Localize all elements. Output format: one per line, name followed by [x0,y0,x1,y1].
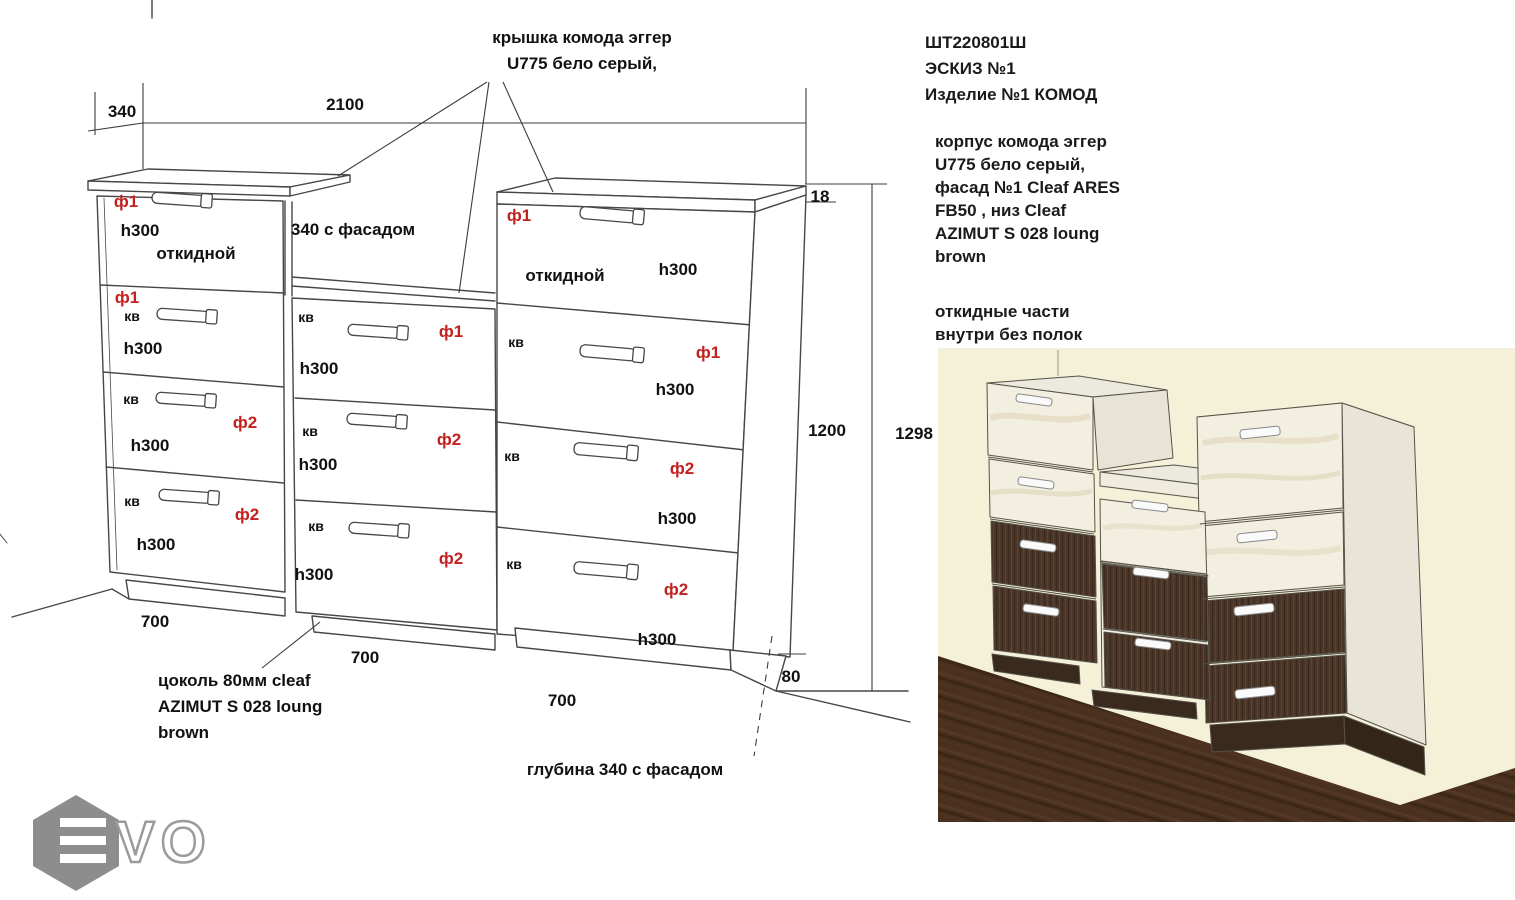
label-phi: ф2 [663,580,689,599]
materials-line: фасад №1 Cleaf ARES [935,178,1120,197]
cabinet-3d-render [938,348,1515,822]
plinth-annotation-line2: AZIMUT S 028 loung [158,697,323,716]
item-name: Изделие №1 КОМОД [925,85,1098,104]
dim-total-width: 2100 [326,95,364,114]
label-flap: откидной [156,244,236,263]
materials-line: brown [935,247,986,266]
label-kv: кв [124,308,140,324]
logo-bar [60,854,106,863]
label-h300: h300 [298,455,338,474]
plinth-annotation-line1: цоколь 80мм cleaf [158,671,311,690]
label-h300: h300 [637,630,677,649]
logo-bar [60,836,106,845]
label-phi: ф1 [114,288,140,307]
label-kv: кв [302,423,318,439]
label-h300: h300 [123,339,163,358]
label-flap: откидной [525,266,605,285]
materials-note [935,130,1120,268]
top-annotation-line2: U775 бело серый, [507,54,657,73]
label-h300: h300 [299,359,339,378]
sketch-number: ЭСКИЗ №1 [925,59,1016,78]
label-phi: ф2 [669,459,695,478]
plinth-annotation-line3: brown [158,723,209,742]
doc-code: ШТ220801Ш [925,33,1027,52]
title-block [925,30,1097,108]
depth-annotation: глубина 340 с фасадом [526,760,724,779]
dim-total-height: 1298 [895,424,933,443]
label-kv: кв [298,309,314,325]
label-kv: кв [508,334,524,350]
label-h300: h300 [655,380,695,399]
materials-line: AZIMUT S 028 loung [935,224,1100,243]
label-phi: ф2 [438,549,464,568]
logo-bar [60,818,106,827]
label-h300: h300 [130,436,170,455]
label-phi: ф2 [436,430,462,449]
label-kv: кв [506,556,522,572]
label-phi: ф2 [232,413,258,432]
dim-top-thickness: 18 [810,187,830,206]
label-phi: ф2 [234,505,260,524]
label-kv: кв [123,391,139,407]
plinth-annotation [158,668,322,746]
evo-logo [28,793,248,893]
materials-line: корпус комода эггер [935,132,1107,151]
dim-plinth-height: 80 [781,667,801,686]
materials-line: U775 бело серый, [935,155,1085,174]
label-kv: кв [124,493,140,509]
flap-note-line: откидные части [935,302,1070,321]
label-phi: ф1 [695,343,721,362]
top-annotation-line1: крышка комода эггер [492,28,672,47]
flap-note-line: внутри без полок [935,325,1083,344]
label-phi: ф1 [438,322,464,341]
label-kv: кв [504,448,520,464]
label-h300: h300 [657,509,697,528]
dim-column-width-2: 700 [350,648,380,667]
label-h300: h300 [136,535,176,554]
top-annotation [492,25,672,77]
label-phi: ф1 [113,192,139,211]
logo-text: VO [116,810,212,875]
label-h300: h300 [294,565,334,584]
flap-note [935,300,1082,346]
label-kv: кв [308,518,324,534]
dim-top-depth: 340 [107,102,137,121]
niche-depth-label: 340 с фасадом [290,220,416,239]
label-h300: h300 [120,221,160,240]
label-phi: ф1 [506,206,532,225]
dim-column-width-1: 700 [140,612,170,631]
dim-drawers-height: 1200 [808,421,846,440]
dim-column-width-3: 700 [547,691,577,710]
materials-line: FB50 , низ Cleaf [935,201,1067,220]
label-h300: h300 [658,260,698,279]
